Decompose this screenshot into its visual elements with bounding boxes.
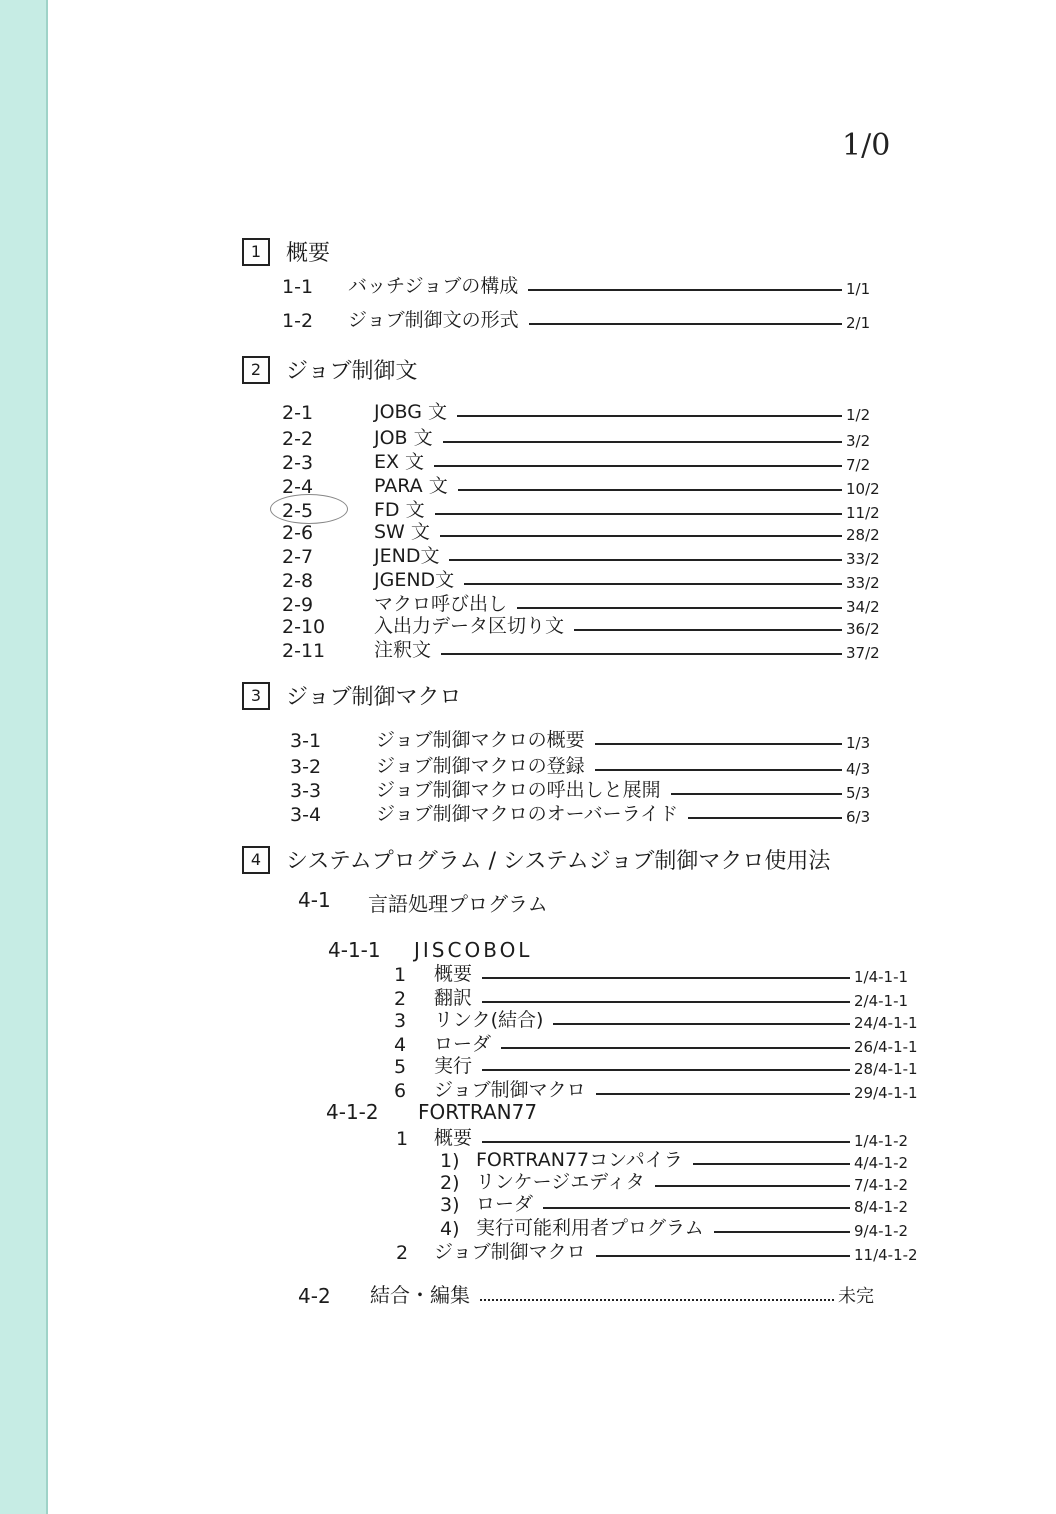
section-2-heading — [242, 354, 418, 385]
entry-title: ジョブ制御マクロのオーバーライド — [376, 803, 679, 825]
section-1-title: 概要 — [286, 241, 331, 266]
entry-number: 2 — [394, 988, 407, 1010]
toc-entry-4-1-1-6[interactable] — [394, 1076, 930, 1102]
toc-entry-1-2[interactable] — [282, 306, 922, 332]
entry-number: 2) — [440, 1172, 460, 1194]
subsection-4-1-heading — [298, 888, 548, 917]
entry-title: ジョブ制御文の形式 — [348, 309, 519, 331]
entry-title: JOB 文 — [374, 427, 433, 449]
group-title: FORTRAN77 — [418, 1100, 538, 1124]
leader-line — [714, 1231, 850, 1233]
entry-page: 33/2 — [846, 574, 880, 592]
leader-line — [595, 769, 842, 771]
entry-title: FORTRAN77コンパイラ — [476, 1149, 683, 1171]
group-number: 4-1-1 — [328, 938, 381, 962]
leader-line — [693, 1163, 850, 1165]
entry-page: 3/2 — [846, 432, 871, 450]
entry-number: 1-2 — [282, 310, 314, 332]
subsection-title: 言語処理プログラム — [368, 892, 548, 916]
entry-page: 5/3 — [846, 784, 871, 802]
leader-line — [482, 977, 850, 979]
entry-number: 3-3 — [290, 780, 322, 802]
entry-page: 1/3 — [846, 734, 871, 752]
entry-page: 7/2 — [846, 456, 871, 474]
section-3-box-number: 3 — [242, 682, 270, 710]
entry-number: 2-10 — [282, 616, 326, 638]
entry-number: 6 — [394, 1080, 407, 1102]
entry-title: ジョブ制御マクロの呼出しと展開 — [376, 779, 661, 801]
leader-line — [553, 1023, 850, 1025]
entry-page: 11/4-1-2 — [854, 1246, 918, 1264]
entry-number: 1 — [394, 964, 407, 986]
entry-title: リンク(結合) — [434, 1009, 544, 1031]
toc-entry-4-1-1-1[interactable] — [394, 960, 930, 986]
entry-title: ジョブ制御マクロ — [434, 1079, 586, 1101]
entry-number: 2 — [396, 1242, 409, 1264]
leader-line — [655, 1185, 850, 1187]
entry-page: 24/4-1-1 — [854, 1014, 918, 1032]
entry-number: 4-2 — [298, 1284, 331, 1308]
entry-number: 3-4 — [290, 804, 322, 826]
leader-line — [435, 513, 842, 515]
toc-entry-1-1[interactable] — [282, 272, 922, 298]
entry-page: 28/2 — [846, 526, 880, 544]
leader-line — [434, 465, 842, 467]
entry-title: マクロ呼び出し — [374, 593, 508, 615]
entry-title: ジョブ制御マクロの登録 — [376, 755, 585, 777]
entry-page: 28/4-1-1 — [854, 1060, 918, 1078]
entry-number: 3 — [394, 1010, 407, 1032]
entry-title: ローダ — [476, 1193, 534, 1215]
leader-line — [529, 323, 842, 325]
group-number: 4-1-2 — [326, 1100, 379, 1124]
entry-title: 注釈文 — [374, 639, 432, 661]
entry-page: 2/4-1-1 — [854, 992, 909, 1010]
leader-line — [458, 489, 842, 491]
leader-line — [482, 1001, 850, 1003]
entry-title: 概要 — [434, 1127, 473, 1149]
entry-page: 26/4-1-1 — [854, 1038, 918, 1056]
entry-title: EX 文 — [374, 451, 425, 473]
entry-page: 4/3 — [846, 760, 871, 778]
entry-page: 1/4-1-1 — [854, 968, 909, 986]
entry-number: 2-6 — [282, 522, 314, 544]
entry-page: 29/4-1-1 — [854, 1084, 918, 1102]
leader-line — [543, 1207, 850, 1209]
section-4-heading — [242, 844, 830, 875]
entry-title: 実行 — [434, 1055, 473, 1077]
entry-number: 3) — [440, 1194, 460, 1216]
entry-page: 1/2 — [846, 406, 871, 424]
entry-page: 36/2 — [846, 620, 880, 638]
group-4-1-2-heading — [326, 1100, 537, 1124]
leader-line — [517, 607, 842, 609]
entry-title: JOBG 文 — [374, 401, 448, 423]
entry-page: 4/4-1-2 — [854, 1154, 909, 1172]
entry-number: 3-1 — [290, 730, 322, 752]
section-4-title: システムプログラム / システムジョブ制御マクロ使用法 — [286, 849, 831, 874]
leader-line — [528, 289, 842, 291]
entry-title: ローダ — [434, 1033, 492, 1055]
leader-line — [688, 817, 842, 819]
entry-number: 2-9 — [282, 594, 314, 616]
leader-line — [441, 653, 842, 655]
entry-title: リンケージエディタ — [476, 1171, 645, 1193]
entry-title: JEND文 — [374, 545, 440, 567]
entry-number: 2-2 — [282, 428, 314, 450]
entry-title: 概要 — [434, 963, 473, 985]
toc-entry-3-1[interactable] — [290, 726, 922, 752]
leader-line — [501, 1047, 850, 1049]
leader-line — [671, 793, 842, 795]
leader-line — [482, 1141, 850, 1143]
toc-entry-3-4[interactable] — [290, 800, 922, 826]
entry-number: 1) — [440, 1150, 460, 1172]
entry-page: 1/1 — [846, 280, 871, 298]
entry-number: 2-11 — [282, 640, 326, 662]
entry-number: 4) — [440, 1218, 460, 1240]
entry-title: 入出力データ区切り文 — [374, 615, 565, 637]
entry-page: 2/1 — [846, 314, 871, 332]
leader-line — [596, 1093, 850, 1095]
toc-entry-4-2[interactable] — [298, 1282, 898, 1308]
entry-number: 5 — [394, 1056, 407, 1078]
entry-title: 実行可能利用者プログラム — [476, 1217, 704, 1239]
leader-line — [596, 1255, 850, 1257]
subsection-number: 4-1 — [298, 888, 331, 912]
entry-page: 37/2 — [846, 644, 880, 662]
entry-title: ジョブ制御マクロの概要 — [376, 729, 585, 751]
entry-page: 10/2 — [846, 480, 880, 498]
toc-entry-2-11[interactable] — [282, 636, 922, 662]
toc-entry-2-1[interactable] — [282, 398, 922, 424]
leader-line — [480, 1299, 834, 1301]
binding-strip — [0, 0, 46, 1514]
toc-entry-4-1-2-2[interactable] — [396, 1238, 930, 1264]
entry-number: 4 — [394, 1034, 407, 1056]
entry-title: ジョブ制御マクロ — [434, 1241, 586, 1263]
leader-line — [574, 629, 842, 631]
page-number: 1/0 — [842, 128, 891, 163]
leader-line — [440, 535, 842, 537]
section-1-box-number: 1 — [242, 238, 270, 266]
entry-page: 33/2 — [846, 550, 880, 568]
section-3-title: ジョブ制御マクロ — [286, 685, 462, 710]
leader-line — [482, 1069, 850, 1071]
section-3-heading — [242, 680, 462, 711]
entry-page: 34/2 — [846, 598, 880, 616]
entry-page: 9/4-1-2 — [854, 1222, 909, 1240]
binding-edge — [46, 0, 48, 1514]
entry-page: 11/2 — [846, 504, 880, 522]
entry-title: SW 文 — [374, 521, 430, 543]
entry-title: PARA 文 — [374, 475, 448, 497]
entry-title: バッチジョブの構成 — [348, 275, 519, 297]
leader-line — [595, 743, 842, 745]
entry-title: FD 文 — [374, 499, 425, 521]
section-2-title: ジョブ制御文 — [286, 359, 418, 384]
leader-line — [464, 583, 842, 585]
entry-page: 7/4-1-2 — [854, 1176, 909, 1194]
entry-page: 8/4-1-2 — [854, 1198, 909, 1216]
entry-page: 6/3 — [846, 808, 871, 826]
entry-title: JGEND文 — [374, 569, 455, 591]
entry-number: 2-3 — [282, 452, 314, 474]
section-1-heading — [242, 236, 330, 267]
group-title: JISCOBOL — [414, 938, 533, 962]
entry-title: 翻訳 — [434, 987, 473, 1009]
entry-number: 2-7 — [282, 546, 314, 568]
leader-line — [443, 441, 842, 443]
entry-number: 2-1 — [282, 402, 314, 424]
entry-number: 2-8 — [282, 570, 314, 592]
group-4-1-1-heading — [328, 938, 532, 962]
entry-number: 1-1 — [282, 276, 314, 298]
entry-number: 3-2 — [290, 756, 322, 778]
entry-page: 1/4-1-2 — [854, 1132, 909, 1150]
entry-page: 未完 — [838, 1286, 874, 1307]
leader-line — [457, 415, 842, 417]
leader-line — [449, 559, 842, 561]
entry-number: 1 — [396, 1128, 409, 1150]
section-2-box-number: 2 — [242, 356, 270, 384]
section-4-box-number: 4 — [242, 846, 270, 874]
entry-number: 2-5 — [282, 500, 314, 522]
entry-number: 2-4 — [282, 476, 314, 498]
entry-title: 結合・編集 — [370, 1283, 470, 1307]
